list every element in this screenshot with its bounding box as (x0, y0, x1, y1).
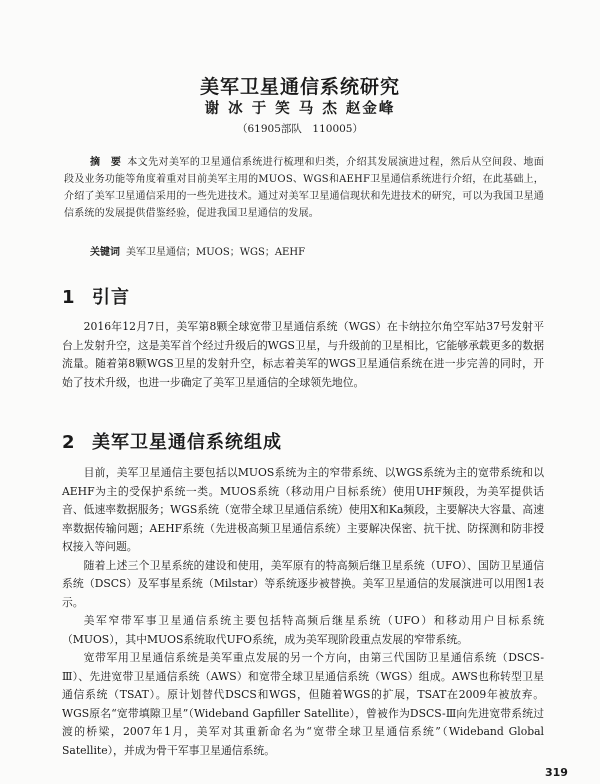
keywords (90, 243, 550, 258)
section-1-number: 1 (62, 287, 76, 308)
section-2-heading (62, 428, 282, 454)
paper-title: 美军卫星通信系统研究 (199, 76, 400, 98)
section-2-paragraph: 随着上述三个卫星系统的建设和使用，美军原有的特高频后继卫星系统（UFO）、国防卫星通信系统（DSCS）及军事星系统（Milstar）等系统逐步被替换。美军卫星通信的发展演进可以用图1表示。 (62, 558, 544, 609)
section-1-title: 引言 (92, 287, 130, 308)
section-2-paragraph: 美军窄带军事卫星通信系统主要包括特高频后继星系统（UFO）和移动用户目标系统（MUOS），其中MUOS系统取代UFO系统，成为美军现阶段重点发展的窄带系统。 (62, 614, 544, 646)
abstract-text: 本文先对美军的卫星通信系统进行梳理和归类，介绍其发展演进过程，然后从空间段、地面段及业务功能等角度着重对目前美军主用的MUOS、WGS和AEHF卫星通信系统进行介绍，在此基础上，介绍了美军卫星通信采用的一些先进技术。通过对美军卫星通信现状和先进技术的研究，可以为我国卫星通信系统的发展提供借鉴经验，促进我国卫星通信的发展。 (64, 157, 545, 219)
section-2-body (62, 464, 544, 760)
section-2-title: 美军卫星通信系统组成 (92, 432, 282, 453)
keywords-text: 美军卫星通信；MUOS；WGS；AEHF (126, 247, 306, 258)
section-2-paragraph: 宽带军用卫星通信系统是美军重点发展的另一个方向，由第三代国防卫星通信系统（DSCS-Ⅲ）、先进宽带卫星通信系统（AWS）和宽带全球卫星通信系统（WGS）组成。AWS也称转型卫星通信系统（TSAT）。原计划替代DSCS和WGS，但随着WGS的扩展，TSAT在2009年被放弃。WGS原名“宽带填隙卫星”（Wideband Gapfiller Satellite），曾被作为DSCS-Ⅲ向先进宽带系统过渡的桥梁，2007年1月，美军对其重新命名为“宽带全球卫星通信系统”（Wideband Global Satellite），并成为骨干军事卫星通信系统。 (62, 651, 544, 757)
section-1-paragraph: 2016年12月7日，美军第8颗全球宽带卫星通信系统（WGS）在卡纳拉尔角空军站37号发射平台上发射升空，这是美军首个经过升级后的WGS卫星，与升级前的卫星相比，它能够承载更多的数据流量。随着第8颗WGS卫星的发射升空，标志着美军的WGS卫星通信系统在进一步完善的同时，开始了技术升级，也进一步确定了美军卫星通信的全球领先地位。 (62, 320, 544, 389)
section-1-heading (62, 283, 130, 309)
section-2-paragraph: 目前，美军卫星通信主要包括以MUOS系统为主的窄带系统、以WGS系统为主的宽带系统和以AEHF为主的受保护系统一类。MUOS系统（移动用户目标系统）使用UHF频段，为美军提供话音、低速率数据服务；WGS系统（宽带全球卫星通信系统）使用X和Ka频段，主要解决大容量、高速率数据传输问题；AEHF系统（先进极高频卫星通信系统）主要解决保密、抗干扰、防探测和防非授权接入等问题。 (62, 466, 544, 553)
affiliation: （61905部队 110005） (237, 123, 363, 135)
section-2-number: 2 (62, 432, 76, 453)
abstract (64, 154, 544, 222)
abstract-label: 摘 要 (90, 157, 122, 168)
page-number: 319 (545, 766, 568, 779)
keywords-label: 关键词 (90, 247, 120, 258)
paper-authors: 谢 冰 于 笑 马 杰 赵金峰 (204, 101, 396, 117)
section-1-body (62, 318, 544, 392)
